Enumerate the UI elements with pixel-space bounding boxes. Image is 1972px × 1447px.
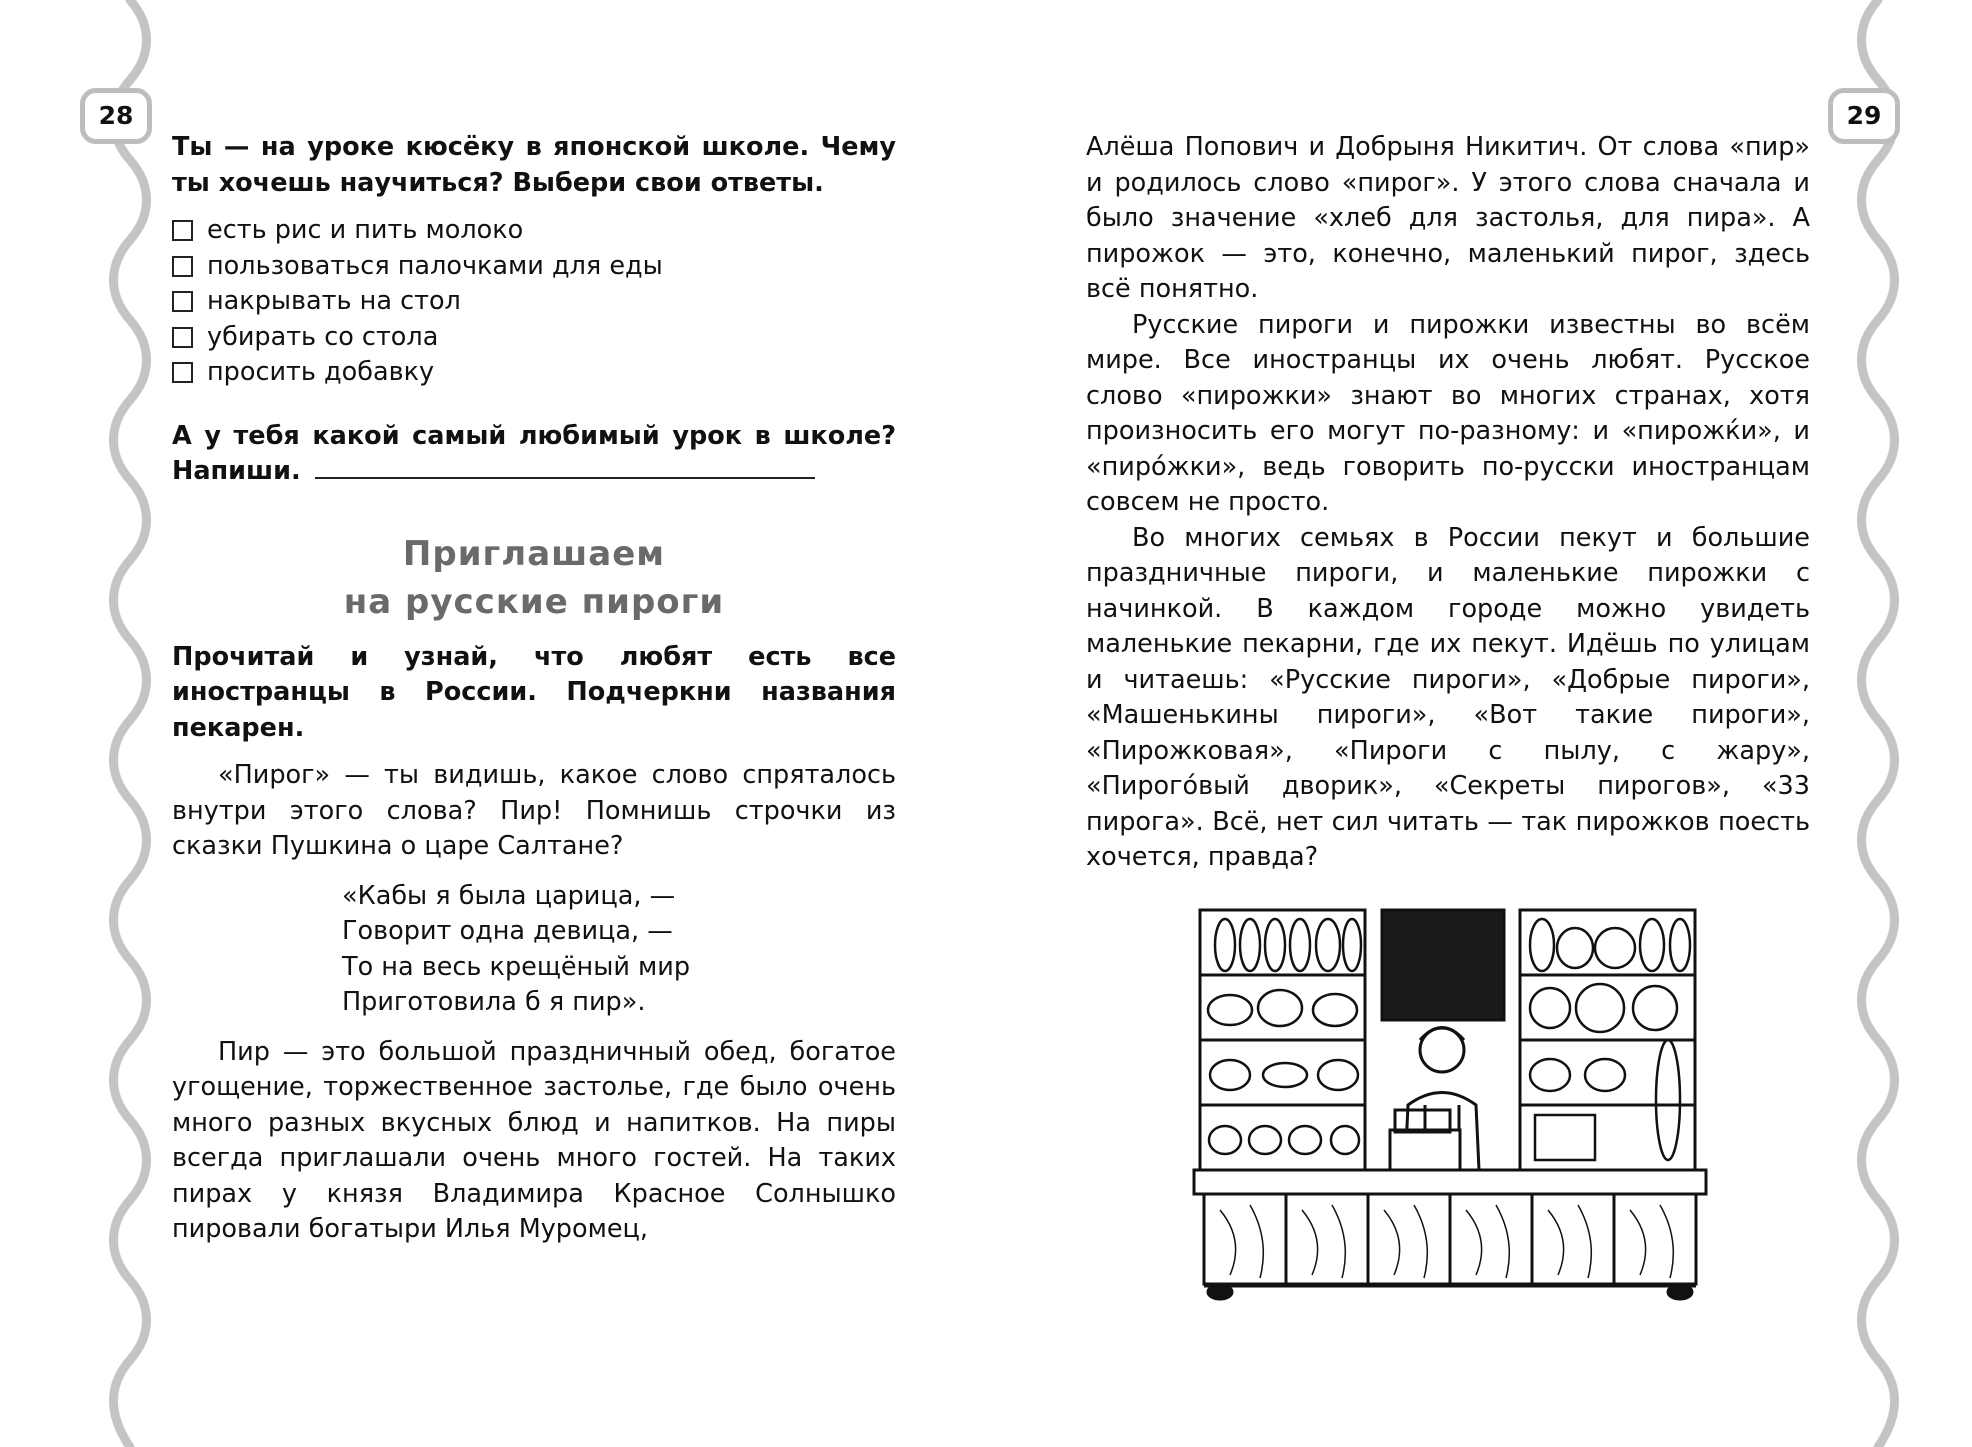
checkbox[interactable] bbox=[172, 220, 193, 241]
checkbox[interactable] bbox=[172, 291, 193, 312]
option-item[interactable]: есть рис и пить молоко bbox=[172, 213, 896, 249]
question-favorite-lesson: А у тебя какой самый любимый урок в школе? Напиши. bbox=[172, 420, 896, 486]
right-page-content bbox=[1086, 130, 1810, 876]
paragraph-continued: Алёша Попович и Добрыня Никитич. От слова «пир» и родилось слово «пирог». У этого слова сначала и было значение «хлеб для застолья, для пира». А пирожок — это, конечно, маленький пирог, здесь всё понятно. bbox=[1086, 132, 1810, 304]
poem-line: «Кабы я была царица, — bbox=[342, 880, 676, 911]
pushkin-poem bbox=[342, 879, 896, 1021]
option-item[interactable]: накрывать на стол bbox=[172, 284, 896, 320]
option-item[interactable]: пользоваться палочками для еды bbox=[172, 249, 896, 285]
paragraph-bakeries: Во многих семьях в России пекут и большие праздничные пироги, и маленькие пирожки с начинкой. В каждом городе можно увидеть маленькие пекарни, где их пекут. Идёшь по улицам и читаешь: «Русские пироги», «Добрые пироги», «Машенькины пироги», «Вот такие пироги», «Пирожковая», «Пироги с пылу, с жару», «Пирого́вый дворик», «Секреты пирогов», «33 пирога». Всё, нет сил читать — так пирожков поесть хочется, правда? bbox=[1086, 522, 1810, 872]
checkbox[interactable] bbox=[172, 327, 193, 348]
checkbox[interactable] bbox=[172, 256, 193, 277]
task-instruction-1: Ты — на уроке кюсёку в японской школе. Чему ты хочешь научиться? Выбери свои ответы. bbox=[172, 132, 896, 198]
poem-line: То на весь крещёный мир bbox=[342, 951, 691, 982]
paragraph-pirog: «Пирог» — ты видишь, какое слово спряталось внутри этого слова? Пир! Помнишь строчки из сказки Пушкина о царе Салтане? bbox=[172, 760, 896, 861]
checkbox[interactable] bbox=[172, 362, 193, 383]
option-item[interactable]: просить добавку bbox=[172, 355, 896, 391]
left-page-content bbox=[172, 130, 896, 1248]
task-instruction-2: Прочитай и узнай, что любят есть все иностранцы в России. Подчеркни названия пекарен. bbox=[172, 641, 896, 743]
answer-options bbox=[172, 213, 896, 391]
option-item[interactable]: убирать со стола bbox=[172, 320, 896, 356]
bakery-illustration bbox=[1190, 900, 1710, 1310]
page-number-left: 28 bbox=[80, 88, 152, 144]
poem-line: Говорит одна девица, — bbox=[342, 916, 673, 946]
right-wavy-border bbox=[1848, 0, 1908, 1447]
section-title: Приглашаем на русские пироги bbox=[343, 533, 725, 622]
paragraph-pirozhki: Русские пироги и пирожки известны во всём мире. Все иностранцы их очень любят. Русское слово «пирожки» знают во многих странах, хотя произносить его могут по-разному: и «пирожќи», и «пиро́жки», ведь говорить по-русски иностранцам совсем не просто. bbox=[1086, 309, 1810, 517]
page-number-right: 29 bbox=[1828, 88, 1900, 144]
poem-line: Приготовила б я пир». bbox=[342, 987, 646, 1017]
answer-write-line[interactable] bbox=[315, 457, 815, 479]
paragraph-pir: Пир — это большой праздничный обед, богатое угощение, торжественное застолье, где было очень много разных вкусных блюд и напитков. На пиры всегда приглашали очень много гостей. На таких пирах у князя Владимира Красное Солнышко пировали богатыри Илья Муромец, bbox=[172, 1036, 896, 1244]
left-wavy-border bbox=[100, 0, 160, 1447]
